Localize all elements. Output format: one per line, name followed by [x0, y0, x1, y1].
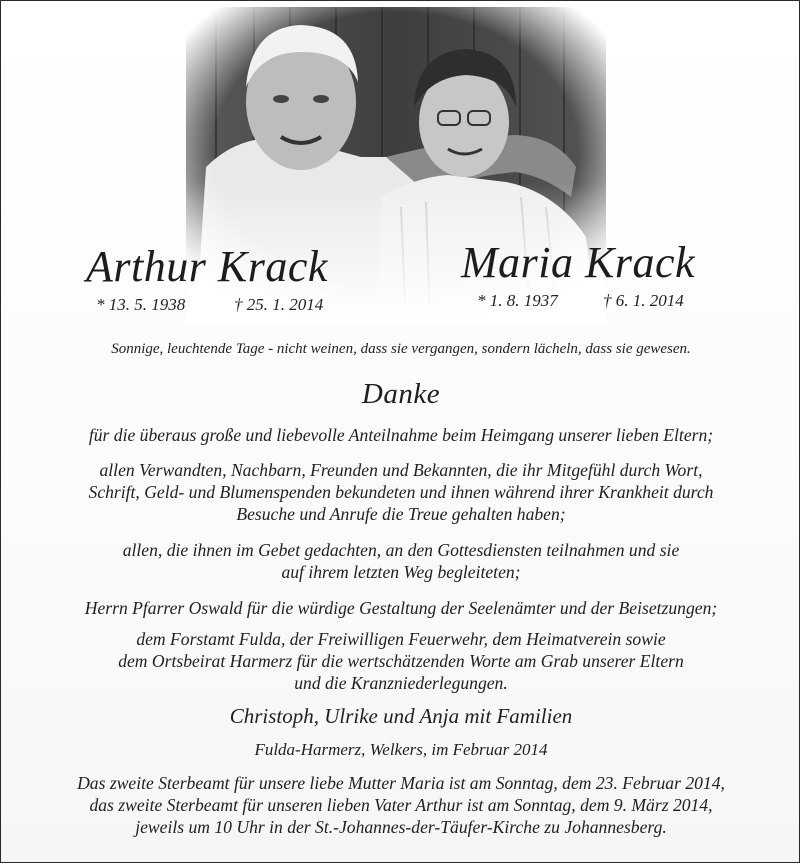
text-line: Das zweite Sterbeamt für unsere liebe Mutter Maria ist am Sonntag, dem 23. Februar 2014,	[77, 773, 725, 793]
thanks-paragraph	[21, 628, 781, 694]
text-line: dem Ortsbeirat Harmerz für die wertschätzenden Worte am Grab unserer Eltern	[118, 651, 684, 671]
text-line: Besuche und Anrufe die Treue gehalten haben;	[236, 504, 566, 524]
motto-quote: Sonnige, leuchtende Tage - nicht weinen, dass sie vergangen, sondern lächeln, dass sie gewesen.	[111, 341, 691, 357]
arthur-birth-date: * 13. 5. 1938	[96, 295, 186, 314]
text-line: allen Verwandten, Nachbarn, Freunden und Bekannten, die ihr Mitgefühl durch Wort,	[99, 460, 703, 480]
text-line: für die überaus große und liebevolle Anteilnahme beim Heimgang unserer lieben Eltern;	[88, 425, 714, 445]
maria-birth-date: * 1. 8. 1937	[477, 291, 558, 310]
thanks-paragraph	[21, 424, 781, 446]
heading-danke: Danke	[361, 378, 441, 410]
service-notice	[21, 772, 781, 838]
text-line: Herrn Pfarrer Oswald für die würdige Gestaltung der Seelenämter und der Beisetzungen;	[84, 598, 718, 618]
text-line: Schrift, Geld- und Blumenspenden bekundeten und ihnen während ihrer Krankheit durch	[88, 482, 714, 502]
thanks-paragraph	[21, 539, 781, 583]
thanks-paragraph	[21, 597, 781, 619]
text-line: jeweils um 10 Uhr in der St.-Johannes-der-Täufer-Kirche zu Johannesberg.	[135, 817, 667, 837]
text-line: allen, die ihnen im Gebet gedachten, an den Gottesdiensten teilnahmen und sie	[122, 540, 680, 560]
arthur-death-date: † 25. 1. 2014	[234, 295, 324, 314]
name-maria: Maria Krack	[461, 238, 696, 287]
text-line: und die Kranzniederlegungen.	[294, 673, 508, 693]
maria-death-date: † 6. 1. 2014	[603, 291, 684, 310]
thanks-paragraph	[21, 459, 781, 525]
text-line: das zweite Sterbeamt für unseren lieben Vater Arthur ist am Sonntag, dem 9. März 2014,	[89, 795, 713, 815]
name-arthur: Arthur Krack	[86, 242, 328, 291]
text-line: auf ihrem letzten Weg begleiteten;	[281, 562, 521, 582]
family-signature: Christoph, Ulrike und Anja mit Familien	[229, 704, 573, 728]
place-date: Fulda-Harmerz, Welkers, im Februar 2014	[254, 740, 548, 759]
text-line: dem Forstamt Fulda, der Freiwilligen Feuerwehr, dem Heimatverein sowie	[136, 629, 666, 649]
